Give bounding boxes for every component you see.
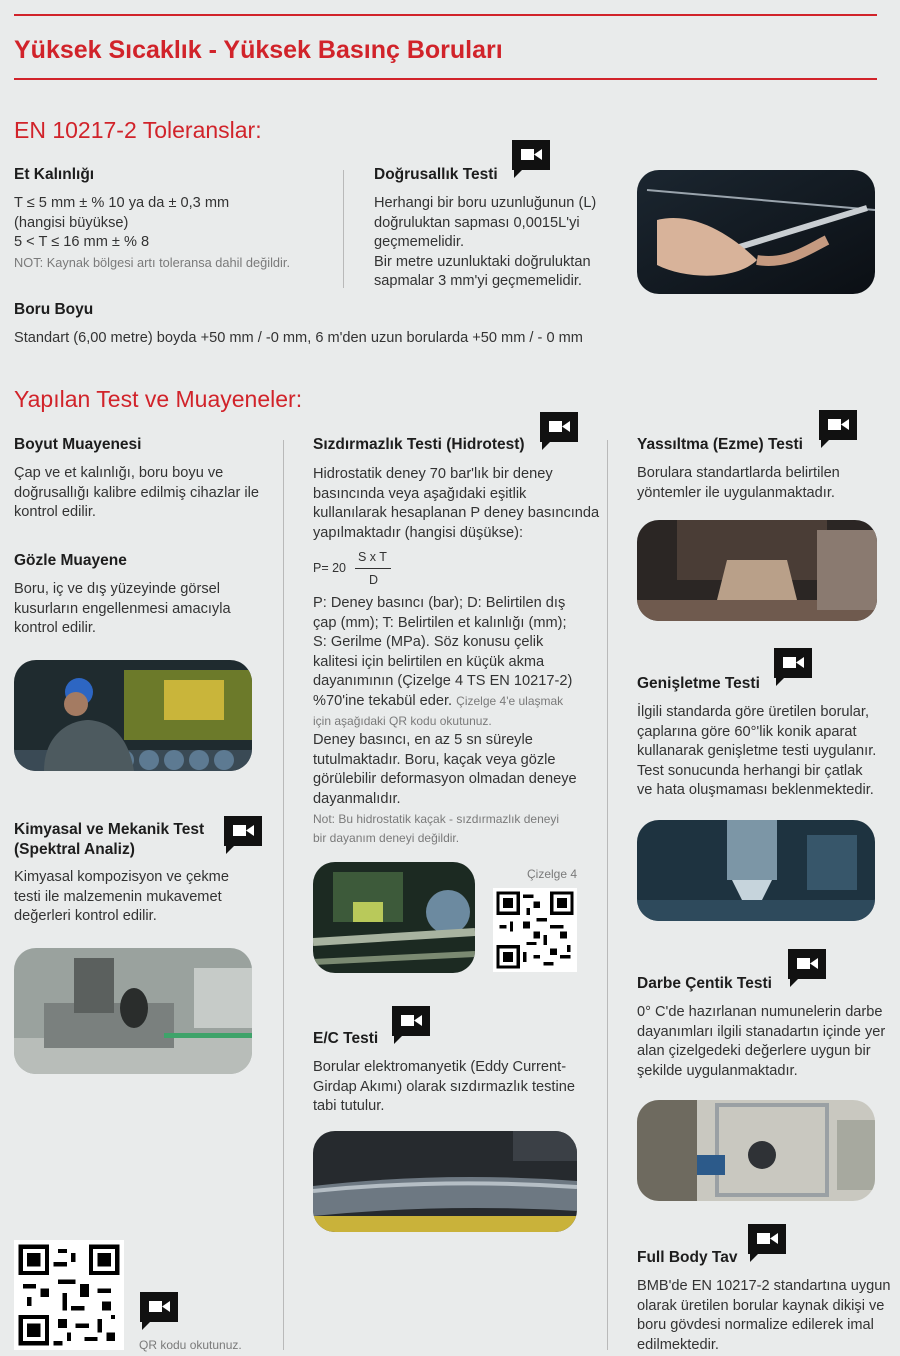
visual-line: Boru, iç ve dış yüzeyinde görsel (14, 581, 221, 597)
straightness-line: Bir metre uzunluktaki doğruluktan (374, 253, 591, 270)
spectral-analysis-photo (14, 948, 252, 1074)
video-camera-icon[interactable] (746, 1222, 788, 1264)
hydro-line: S: Gerilme (MPa). Söz konusu çelik (313, 634, 544, 651)
expansion-line: ve hata oluşmaması beklenmektedir. (637, 782, 874, 799)
hydrotest-photo (313, 862, 475, 973)
dimensional-title: Boyut Muayenesi (14, 436, 142, 453)
hydro-line (313, 692, 603, 712)
visual-inspection-photo (14, 660, 252, 771)
video-camera-icon[interactable] (222, 814, 264, 856)
hydro-line: çap (mm); T: Belirtilen et kalınlığı (mm); (313, 614, 567, 631)
top-rule (14, 14, 877, 16)
dimensional-line: Çap ve et kalınlığı, boru boyu ve (14, 465, 224, 481)
ec-line: Girdap Akımı) olarak sızdırmazlık testine (313, 1078, 575, 1095)
impact-test-photo (637, 1100, 875, 1201)
ec-test-text (313, 1058, 603, 1117)
ec-test-title: E/C Testi (313, 1030, 379, 1047)
chemical-line: Kimyasal kompozisyon ve çekme (14, 869, 229, 885)
hydro-note: bir dayanım deneyi değildir. (313, 831, 460, 846)
title-rule (14, 78, 877, 80)
hydro-line-text: %70'ine tekabül eder. (313, 692, 453, 709)
straightness-text (374, 194, 634, 292)
full-body-text (637, 1277, 900, 1355)
ec-test-photo (313, 1131, 577, 1232)
formula-left: P= 20 (313, 561, 347, 575)
full-body-title: Full Body Tav (637, 1249, 738, 1266)
expansion-line: İlgili standarda göre üretilen borular, (637, 704, 870, 720)
expansion-title: Genişletme Testi (637, 675, 760, 692)
hydrotest-title: Sızdırmazlık Testi (Hidrotest) (313, 436, 525, 453)
flattening-text (637, 464, 897, 503)
hydro-small-text: Çizelge 4'e ulaşmak (456, 693, 564, 708)
hydro-line: Deney basıncı, en az 5 sn süreyle (313, 732, 533, 749)
full-body-line: boru gövdesi normalize edilerek imal (637, 1317, 874, 1334)
ec-line: Borular elektromanyetik (Eddy Current- (313, 1059, 567, 1075)
wall-thickness-title: Et Kalınlığı (14, 166, 95, 183)
impact-title: Darbe Çentik Testi (637, 975, 772, 992)
flattening-line: yöntemler ile uygulanmaktadır. (637, 484, 835, 501)
formula-numerator: S x T (358, 550, 387, 564)
expansion-text (637, 703, 897, 801)
straightness-photo (637, 170, 875, 294)
wall-thickness-text (14, 194, 334, 272)
expansion-line: çaplarına göre 60°'lik konik aparat (637, 723, 857, 740)
visual-line: kusurların engellenmesi amacıyla (14, 600, 231, 617)
hydro-note: Not: Bu hidrostatik kaçak - sızdırmazlık deneyi (313, 811, 560, 826)
video-camera-icon[interactable] (817, 408, 859, 450)
hydro-line: kalitesi için belirtilen en küçük akma (313, 653, 545, 670)
formula-fraction-bar (355, 568, 391, 569)
impact-line: alan çizelgedeki değerlere uygun bir (637, 1043, 871, 1060)
visual-title: Gözle Muayene (14, 552, 127, 569)
hydro-line: basıncında veya aşağıdaki eşitlik (313, 485, 527, 502)
hydrotest-text-1 (313, 465, 603, 543)
formula-denominator: D (369, 573, 379, 587)
straightness-line: sapmalar 3 mm'yi geçmemelidir. (374, 273, 582, 290)
pipe-length-text: Standart (6,00 metre) boyda +50 mm / -0 mm, 6 m'den uzun borularda +50 mm / - 0 mm (14, 330, 583, 346)
wall-note: NOT: Kaynak bölgesi artı toleransa dahil değildir. (14, 254, 290, 270)
hydro-line: P: Deney basıncı (bar); D: Belirtilen dış (313, 595, 566, 611)
chemical-text (14, 868, 274, 927)
qr-code[interactable] (14, 1240, 124, 1350)
hydro-small-text: için aşağıdaki QR kodu okutunuz. (313, 713, 492, 728)
video-camera-icon[interactable] (138, 1290, 180, 1332)
expansion-line: kullanarak genişletme testi uygulanır. (637, 743, 877, 760)
divider (607, 440, 608, 1350)
hydro-line: kullanılarak hesaplanan P deney basıncında (313, 505, 600, 522)
video-camera-icon[interactable] (538, 410, 580, 452)
wall-line: T ≤ 5 mm ± % 10 ya da ± 0,3 mm (14, 195, 230, 211)
flattening-photo (637, 520, 877, 621)
wall-line: (hangisi büyükse) (14, 214, 129, 231)
impact-line: şekilde uygulanmaktadır. (637, 1062, 798, 1079)
hydro-line: tutulmaktadır. Boru, kaçak veya gözle (313, 751, 556, 768)
chemical-title-line: Kimyasal ve Mekanik Test (14, 821, 205, 838)
impact-line: dayanımları ilgili stanadartın içinde yer (637, 1023, 886, 1040)
expansion-line: Test sonucunda herhangi bir çatlak (637, 762, 863, 779)
flattening-line: Borulara standartlarda belirtilen (637, 465, 840, 481)
impact-text (637, 1003, 897, 1081)
table-4-label: Çizelge 4 (527, 867, 578, 881)
hydro-line: yapılmaktadır (hangisi düşükse): (313, 524, 524, 541)
qr-code[interactable] (493, 888, 577, 972)
dimensional-line: kontrol edilir. (14, 504, 96, 521)
impact-line: 0° C'de hazırlanan numunelerin darbe (637, 1004, 883, 1020)
dimensional-text (14, 464, 274, 523)
video-camera-icon[interactable] (510, 138, 552, 180)
video-camera-icon[interactable] (390, 1004, 432, 1046)
chemical-line: testi ile malzemenin mukavemet (14, 888, 222, 905)
visual-text (14, 580, 274, 639)
tolerances-heading: EN 10217-2 Toleranslar: (14, 117, 262, 143)
video-camera-icon[interactable] (786, 947, 828, 989)
chemical-title (14, 820, 204, 860)
qr-caption: QR kodu okutunuz. (139, 1338, 242, 1352)
hydro-line: dayanımının (Çizelge 4 TS EN 10217-2) (313, 673, 573, 690)
pipe-length-title: Boru Boyu (14, 301, 94, 318)
video-camera-icon[interactable] (772, 646, 814, 688)
straightness-line: geçmemelidir. (374, 234, 465, 251)
divider (283, 440, 284, 1350)
straightness-line: doğruluktan sapması 0,0015L'yi (374, 214, 580, 231)
hydrotest-text-2 (313, 594, 603, 849)
straightness-title: Doğrusallık Testi (374, 166, 498, 183)
full-body-line: edilmektedir. (637, 1336, 719, 1353)
wall-line: 5 < T ≤ 16 mm ± % 8 (14, 234, 150, 251)
hydro-line: dayanmalıdır. (313, 790, 401, 807)
hydro-line: Hidrostatik deney 70 bar'lık bir deney (313, 466, 553, 482)
full-body-line: BMB'de EN 10217-2 standartına uygun (637, 1278, 891, 1294)
tests-heading: Yapılan Test ve Muayeneler: (14, 386, 303, 412)
visual-line: kontrol edilir. (14, 620, 96, 637)
chemical-title-line: (Spektral Analiz) (14, 841, 135, 858)
flattening-title: Yassıltma (Ezme) Testi (637, 436, 803, 453)
hydro-line: görülebilir deformasyon olmadan deneye (313, 771, 577, 788)
chemical-line: değerleri kontrol edilir. (14, 908, 157, 925)
expansion-photo (637, 820, 875, 921)
full-body-line: olarak üretilen borular kaynak dikişi ve (637, 1297, 885, 1314)
dimensional-line: doğrusallığı kalibre edilmiş cihazlar ile (14, 484, 259, 501)
ec-line: tabi tutulur. (313, 1098, 385, 1115)
divider (343, 170, 344, 288)
straightness-line: Herhangi bir boru uzunluğunun (L) (374, 195, 597, 211)
page-title: Yüksek Sıcaklık - Yüksek Basınç Boruları (14, 36, 503, 64)
